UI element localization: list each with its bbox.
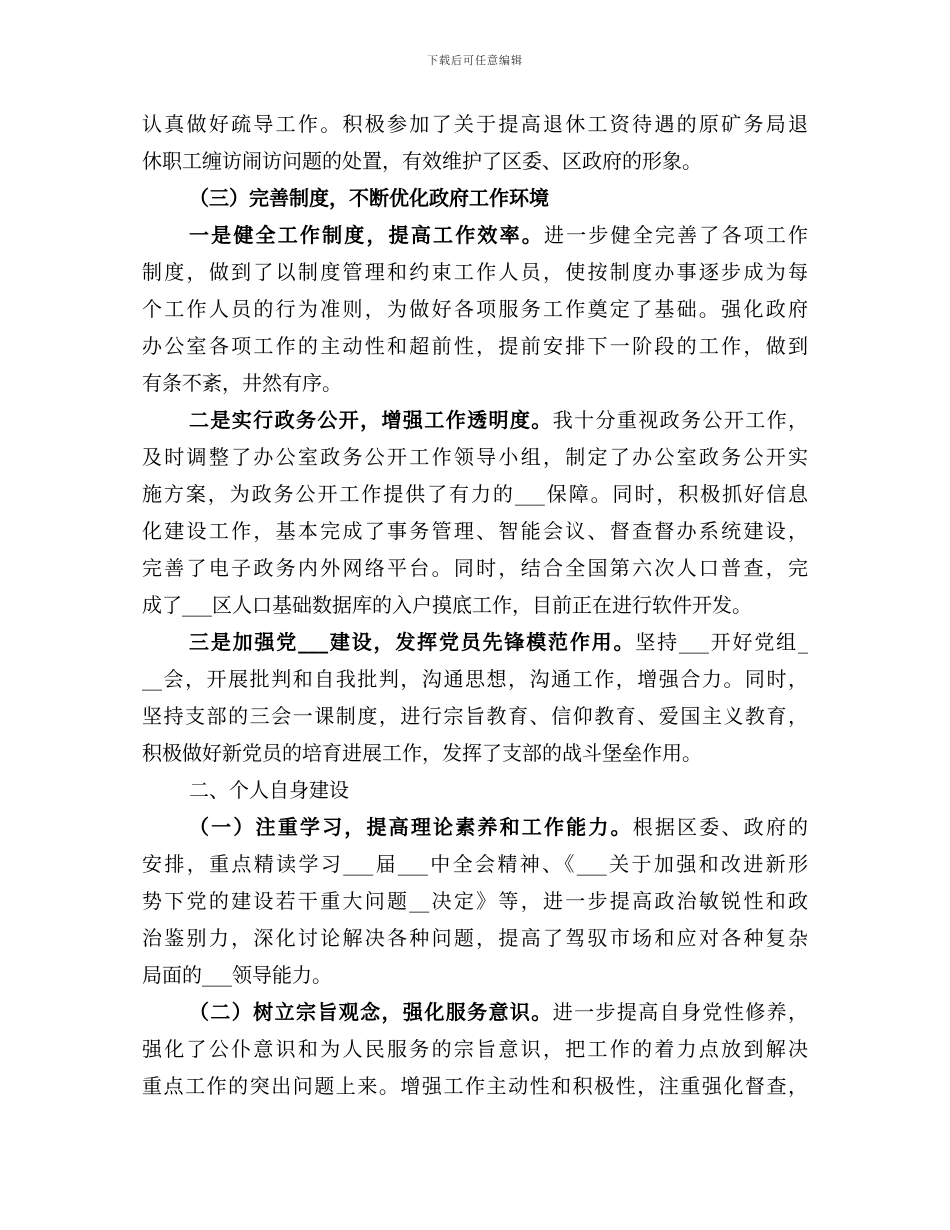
paragraph-line: 化建设工作，基本完成了事务管理、智能会议、督查督办系统建设， (142, 519, 808, 543)
lead-sentence: （一）注重学习，提高理论素养和工作能力。 (189, 815, 633, 839)
section-heading: （三）完善制度，不断优化政府工作环境 (189, 186, 549, 210)
lead-sentence: （二）树立宗旨观念，强化服务意识。 (189, 1000, 553, 1024)
paragraph-line (142, 402, 808, 439)
paragraph-line (142, 217, 808, 254)
paragraph-line: 成了___区人口基础数据库的入户摸底工作，目前正在进行软件开发。 (142, 593, 752, 617)
paragraph-line (142, 809, 808, 846)
paragraph-line: 完善了电子政务内外网络平台。同时，结合全国第六次人口普查，完 (142, 556, 808, 580)
lead-sentence: 三是加强党___建设，发挥党员先锋模范作用。 (189, 630, 636, 654)
paragraph-line: 制度，做到了以制度管理和约束工作人员，使按制度办事逐步成为每 (142, 260, 808, 284)
paragraph-line: 及时调整了办公室政务公开工作领导小组，制定了办公室政务公开实 (142, 445, 808, 469)
paragraph-line: 局面的___领导能力。 (142, 963, 332, 987)
lead-sentence: 二是实行政务公开，增强工作透明度。 (189, 408, 553, 432)
paragraph-text: 根据区委、政府的 (632, 815, 809, 839)
paragraph-line: 有条不紊，井然有序。 (142, 371, 342, 395)
section-heading: 二、个人自身建设 (189, 778, 349, 802)
paragraph-line: 安排，重点精读学习___届___中全会精神、《___关于加强和改进新形 (142, 852, 808, 876)
paragraph-line: 积极做好新党员的培育进展工作，发挥了支部的战斗堡垒作用。 (142, 741, 702, 765)
paragraph-line: 个工作人员的行为准则，为做好各项服务工作奠定了基础。强化政府 (142, 297, 808, 321)
paragraph-line: 势下党的建设若干重大问题__决定》等，进一步提高政治敏锐性和政 (142, 889, 808, 913)
paragraph-line: 重点工作的突出问题上来。增强工作主动性和积极性，注重强化督查， (142, 1074, 808, 1098)
paragraph-line: 坚持支部的三会一课制度，进行宗旨教育、信仰教育、爱国主义教育， (142, 704, 808, 728)
paragraph-line: 施方案，为政务公开工作提供了有力的___保障。同时，积极抓好信息 (142, 482, 808, 506)
page-header-note: 下载后可任意编辑 (427, 54, 523, 67)
paragraph-line: 认真做好疏导工作。积极参加了关于提高退休工资待遇的原矿务局退 (142, 112, 808, 136)
paragraph-line (142, 994, 808, 1031)
document-body (142, 106, 808, 1105)
paragraph-line: __会，开展批判和自我批判，沟通思想，沟通工作，增强合力。同时， (142, 667, 808, 691)
lead-sentence: 一是健全工作制度，提高工作效率。 (189, 223, 544, 247)
paragraph-line: 治鉴别力，深化讨论解决各种问题，提高了驾驭市场和应对各种复杂 (142, 926, 808, 950)
paragraph-line: 休职工缠访闹访问题的处置，有效维护了区委、区政府的形象。 (142, 149, 702, 173)
paragraph-text: 进一步健全完善了各项工作 (543, 223, 809, 247)
paragraph-text: 我十分重视政务公开工作， (552, 408, 809, 432)
paragraph-line: 办公室各项工作的主动性和超前性，提前安排下一阶段的工作，做到 (142, 334, 808, 358)
paragraph-text: 坚持___开好党组_ (635, 630, 809, 654)
paragraph-line (142, 624, 808, 661)
paragraph-line: 强化了公仆意识和为人民服务的宗旨意识，把工作的着力点放到解决 (142, 1037, 808, 1061)
paragraph-text: 进一步提高自身党性修养， (552, 1000, 809, 1024)
